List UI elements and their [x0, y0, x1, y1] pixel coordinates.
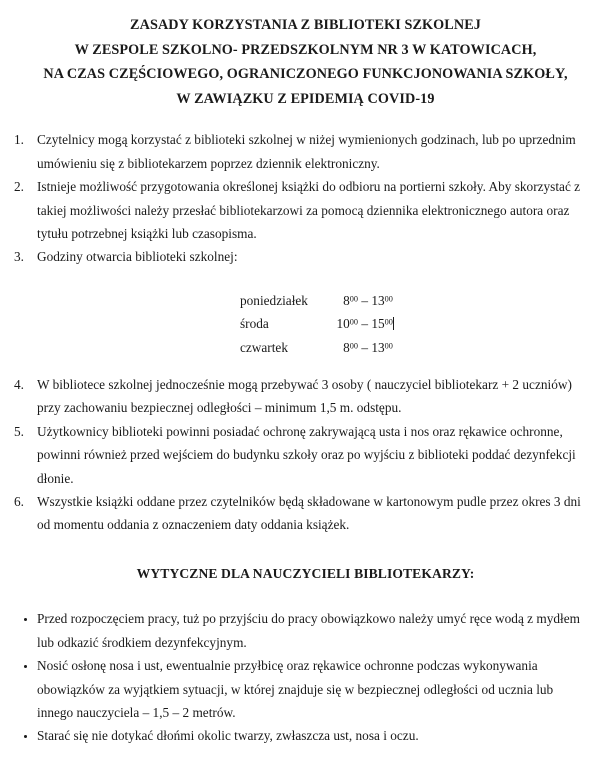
list-item [0, 724, 611, 747]
schedule-time [328, 312, 394, 335]
schedule-day: czwartek [240, 339, 288, 355]
list-item-text: W bibliotece szkolnej jednocześnie mogą przebywać 3 osoby ( nauczyciel bibliotekarz + 2 uczniów) przy zachowaniu bezpiecznej odległości – minimum 1,5 m. odstępu. [37, 377, 572, 416]
list-item-text: Godziny otwarcia biblioteki szkolnej: [37, 249, 238, 265]
schedule-row [240, 312, 611, 335]
schedule-day: poniedziałek [240, 292, 308, 308]
close-hour: 13 [371, 292, 385, 308]
title-line-1: ZASADY KORZYSTANIA Z BIBLIOTEKI SZKOLNEJ [130, 17, 481, 33]
list-item [0, 128, 611, 175]
title-line-4: W ZAWIĄZKU Z EPIDEMIĄ COVID-19 [176, 90, 435, 107]
title-line-3: NA CZAS CZĘŚCIOWEGO, OGRANICZONEGO FUNKCJONOWANIA SZKOŁY, [43, 66, 568, 83]
document-title-block [0, 0, 611, 111]
list-item-text: Użytkownicy biblioteki powinni posiadać ochronę zakrywającą usta i nos oraz rękawice ochronne, powinni również przed wejściem do budynku szkoły oraz po wyjściu z biblioteki poddać dezynfekcji dłonie. [37, 423, 576, 486]
rules-numbered-list [0, 128, 611, 268]
list-item-marker: 4. [14, 377, 24, 393]
open-hour: 8 [343, 292, 350, 308]
rules-numbered-list-continued [0, 373, 611, 537]
section-heading-guidelines: WYTYCZNE DLA NAUCZYCIELI BIBLIOTEKARZY: [136, 565, 475, 581]
time-dash: – [361, 316, 368, 332]
list-item-text: Istnieje możliwość przygotowania określonej książki do odbioru na portierni szkoły. Aby skorzystać z takiej możliwości należy przesłać bibliotekarzowi za pomocą dziennika elektronicznego autora oraz tytułu potrzebnej książki lub czasopisma. [37, 179, 581, 241]
library-opening-hours-table [0, 289, 611, 359]
time-dash: – [361, 292, 368, 308]
open-minute: 00 [349, 317, 358, 327]
list-item [0, 420, 611, 490]
schedule-time [328, 289, 393, 312]
list-item [0, 654, 611, 724]
list-item-marker: 5. [14, 423, 24, 439]
list-item-marker: 6. [14, 494, 24, 510]
close-hour: 13 [371, 339, 385, 355]
list-item-marker: 3. [14, 249, 24, 265]
close-minute: 00 [384, 294, 393, 304]
list-item [0, 490, 611, 537]
list-item [0, 607, 611, 654]
open-minute: 00 [349, 294, 358, 304]
list-item-text: Wszystkie książki oddane przez czytelników będą składowane w kartonowym pudle przez okres 3 dni od momentu oddania z oznaczeniem daty oddania książek. [37, 494, 581, 533]
open-hour: 8 [343, 339, 350, 355]
list-item-marker: 2. [14, 179, 24, 195]
close-hour: 15 [371, 316, 385, 332]
open-minute: 00 [349, 341, 358, 351]
list-item-text: Nosić osłonę nosa i ust, ewentualnie przyłbicę oraz rękawice ochronne podczas wykonywania obowiązków za wyjątkiem sytuacji, w której znajduje się w bezpiecznej odległości od ucznia lub innego nauczyciela – 1,5 – 2 metrów. [37, 658, 554, 720]
time-dash: – [361, 339, 368, 355]
title-line-2: W ZESPOLE SZKOLNO- PRZEDSZKOLNYM NR 3 W KATOWICACH, [74, 41, 537, 58]
guidelines-bullet-list [0, 607, 611, 747]
open-hour: 10 [336, 316, 350, 332]
list-item [0, 175, 611, 245]
list-item-text: Starać się nie dotykać dłońmi okolic twarzy, zwłaszcza ust, nosa i oczu. [37, 728, 419, 744]
schedule-time [328, 336, 393, 359]
close-minute: 00 [384, 317, 393, 327]
list-item-text: Czytelnicy mogą korzystać z biblioteki szkolnej w niżej wymienionych godzinach, lub po uprzednim umówieniu się z bibliotekarzem poprzez dziennik elektroniczny. [37, 132, 576, 171]
text-cursor-caret [393, 317, 394, 330]
list-item-marker: 1. [14, 132, 24, 148]
list-item [0, 245, 611, 268]
list-item [0, 373, 611, 420]
schedule-day: środa [240, 316, 269, 332]
close-minute: 00 [384, 341, 393, 351]
schedule-row [240, 289, 611, 312]
list-item-text: Przed rozpoczęciem pracy, tuż po przyjściu do pracy obowiązkowo należy umyć ręce wodą z mydłem lub odkazić środkiem dezynfekcyjnym. [37, 611, 580, 650]
schedule-row [240, 336, 611, 359]
